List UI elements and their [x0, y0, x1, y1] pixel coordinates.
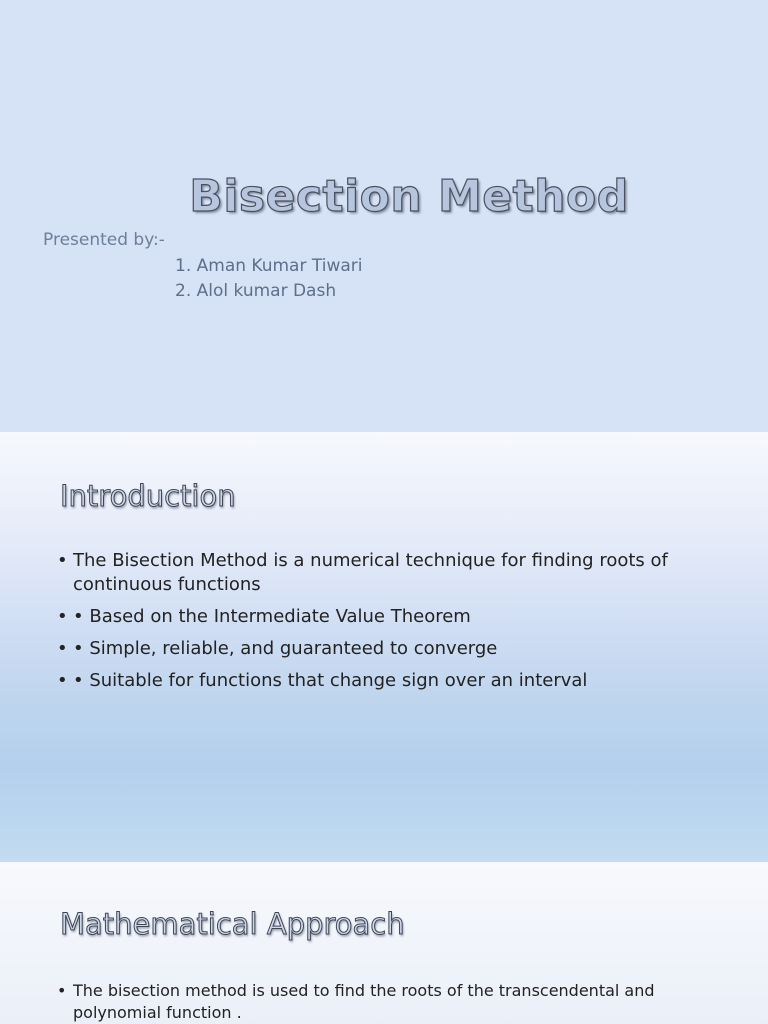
introduction-slide — [0, 432, 768, 862]
mathematical-approach-bullet-list — [57, 980, 717, 1024]
presentation-title: Bisection Method — [189, 171, 629, 223]
presenter-list — [175, 254, 362, 304]
title-slide — [0, 0, 768, 432]
presented-by-label: Presented by:- — [43, 230, 165, 250]
introduction-bullet-list — [57, 549, 717, 701]
presenter-item: 2. Alol kumar Dash — [175, 281, 337, 301]
introduction-heading: Introduction — [60, 479, 236, 513]
presenter-item: 1. Aman Kumar Tiwari — [175, 256, 363, 276]
bullet-item: • The bisection method is used to find the roots of the transcendental and polynomial function . — [57, 980, 717, 1024]
bullet-item: • • Suitable for functions that change sign over an interval — [57, 669, 717, 693]
mathematical-approach-heading: Mathematical Approach — [60, 907, 405, 941]
mathematical-approach-slide — [0, 862, 768, 1024]
bullet-item: • • Simple, reliable, and guaranteed to converge — [57, 637, 717, 661]
bullet-item: • The Bisection Method is a numerical technique for finding roots of continuous functions — [57, 549, 717, 597]
bullet-item: • • Based on the Intermediate Value Theorem — [57, 605, 717, 629]
